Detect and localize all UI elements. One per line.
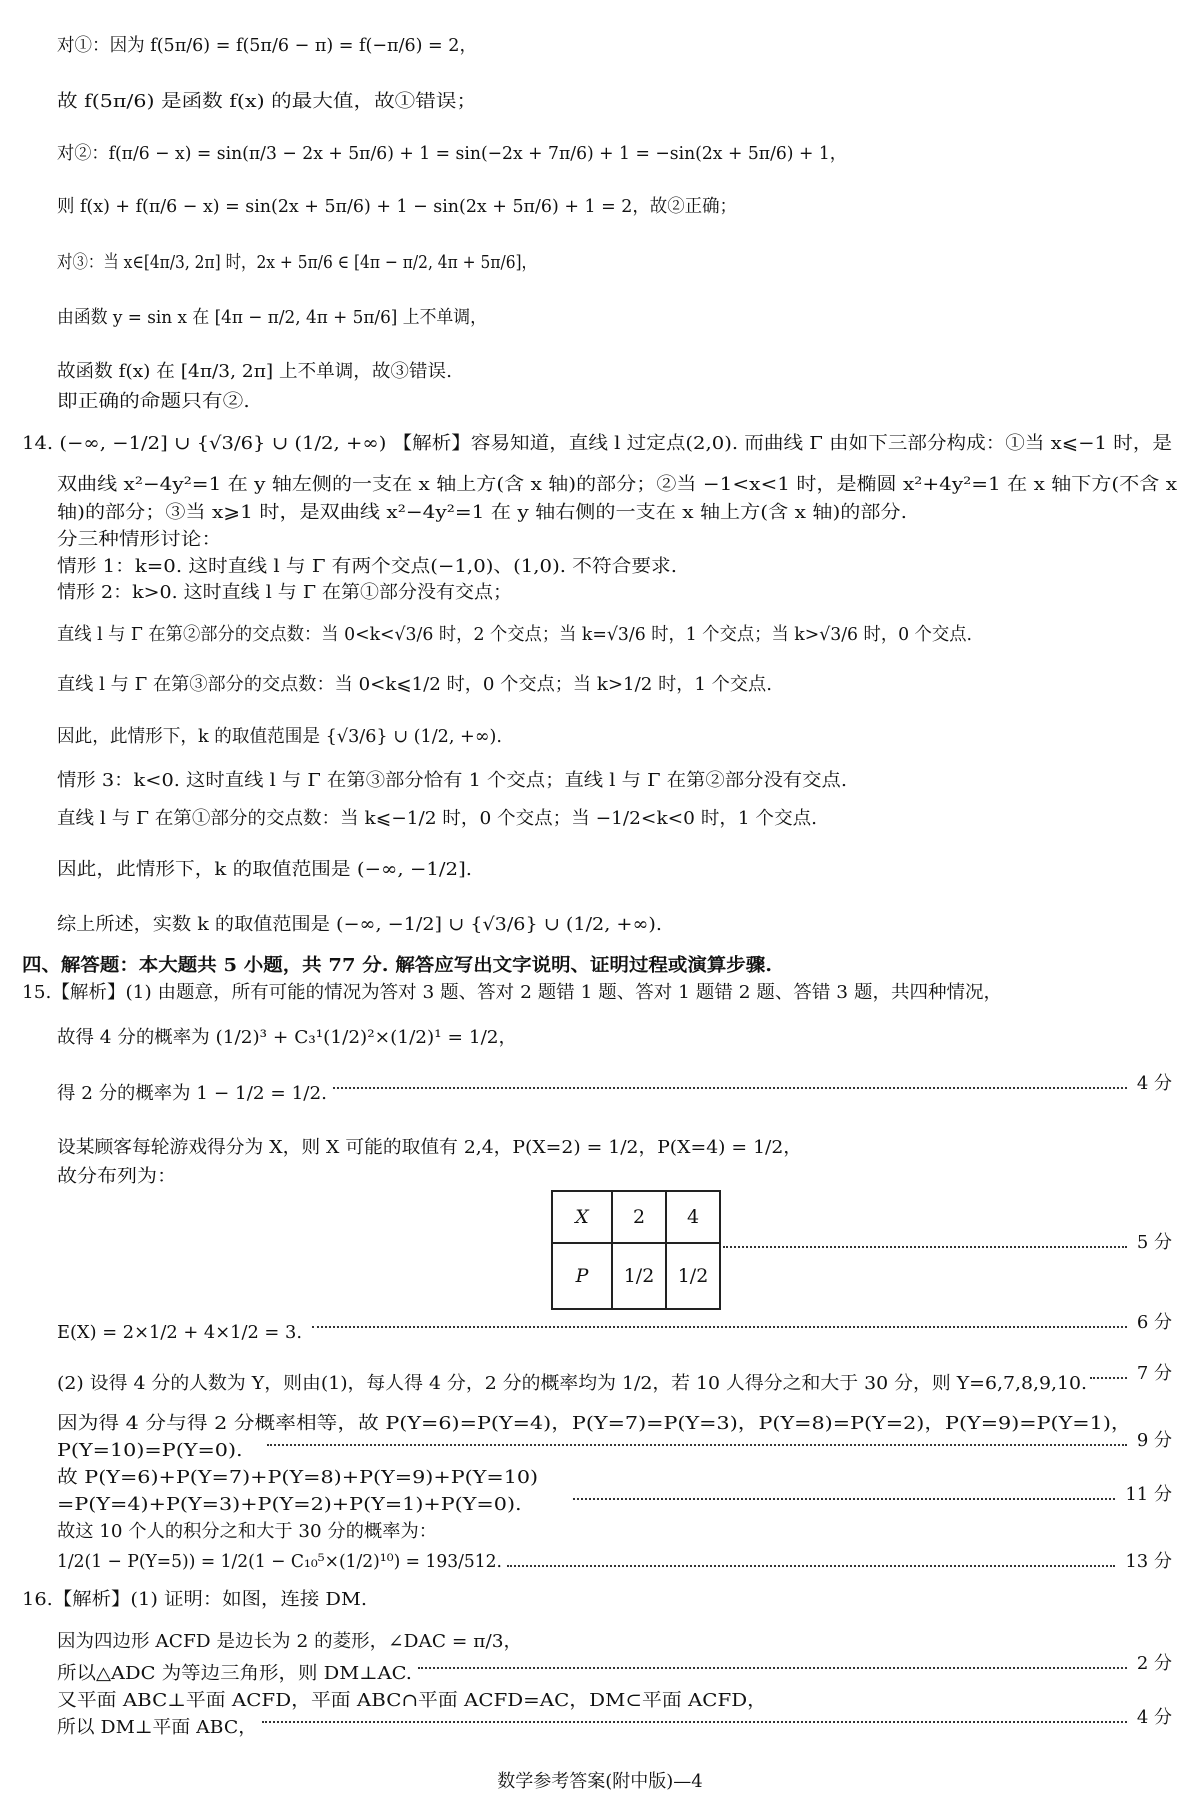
distribution-table (551, 1190, 721, 1310)
text-line-content: 设某顾客每轮游戏得分为 X，则 X 可能的取值有 2,4，P(X=2) = 1/2，P(X=4) = 1/2， (57, 1137, 802, 1158)
score-mark: 7 分 (1136, 1363, 1172, 1384)
text-line-content: 因此，此情形下，k 的取值范围是 (−∞, −1/2]. (57, 859, 472, 880)
text-line (57, 528, 222, 552)
score-mark: 9 分 (1136, 1430, 1172, 1451)
text-line (57, 581, 512, 605)
text-line (57, 390, 250, 414)
text-line (57, 1321, 305, 1345)
text-line-content: 则 f(x) + f(π/6 − x) = sin(2x + 5π/6) + 1 − sin(2x + 5π/6) + 1 = 2，故②正确； (57, 196, 737, 217)
text-line (57, 1493, 522, 1517)
dotted-leader (1090, 1377, 1127, 1379)
text-line (57, 360, 452, 384)
table-cell-p-value-2: 1/2 (666, 1243, 720, 1309)
text-line (57, 1412, 1132, 1436)
text-line (57, 1439, 243, 1463)
score-mark: 4 分 (1136, 1707, 1172, 1728)
score-mark: 11 分 (1125, 1484, 1172, 1505)
text-line (57, 555, 677, 579)
text-line-content: 故函数 f(x) 在 [4π/3, 2π] 上不单调，故③错误. (57, 361, 452, 382)
text-line (57, 1630, 522, 1654)
dotted-leader (573, 1498, 1115, 1500)
text-line (57, 1550, 525, 1574)
text-line-content: 四、解答题：本大题共 5 小题，共 77 分. 解答应写出文字说明、证明过程或演算步骤. (22, 955, 772, 976)
text-line (57, 306, 516, 330)
text-line (57, 90, 477, 114)
text-line (57, 1372, 1087, 1396)
text-line-content: 综上所述，实数 k 的取值范围是 (−∞, −1/2] ∪ {√3/6} ∪ (1/2, +∞). (57, 914, 662, 935)
text-line-content: 因此，此情形下，k 的取值范围是 {√3/6} ∪ (1/2, +∞). (57, 726, 502, 747)
text-line-content: 又平面 ABC⊥平面 ACFD，平面 ABC∩平面 ACFD=AC，DM⊂平面 ACFD， (57, 1690, 767, 1711)
text-line-content: 得 2 分的概率为 1 − 1/2 = 1/2. (57, 1083, 327, 1104)
text-line (57, 473, 1177, 497)
text-line-content: 情形 1：k=0. 这时直线 l 与 Γ 有两个交点(−1,0)、(1,0). 不符合要求. (57, 556, 677, 577)
text-line-content: 因为四边形 ACFD 是边长为 2 的菱形，∠DAC = π/3， (57, 1631, 522, 1652)
page-footer: 数学参考答案(附中版)—4 (497, 1771, 703, 1792)
distribution-header-row (552, 1191, 720, 1243)
text-line (57, 251, 616, 275)
text-line-content: 由函数 y = sin x 在 [4π − π/2, 4π + 5π/6] 上不单调， (57, 307, 487, 328)
score-mark: 5 分 (1136, 1232, 1172, 1253)
text-line (57, 623, 1010, 647)
text-line-content: 因为得 4 分与得 2 分概率相等，故 P(Y=6)=P(Y=4)，P(Y=7)=P(Y=3)，P(Y=8)=P(Y=2)，P(Y=9)=P(Y=1)， (57, 1413, 1132, 1434)
score-mark: 4 分 (1136, 1073, 1172, 1094)
text-line (57, 1165, 177, 1189)
score-mark: 13 分 (1125, 1551, 1172, 1572)
text-line (57, 1716, 257, 1740)
text-line (57, 142, 884, 166)
text-line-content: =P(Y=4)+P(Y=3)+P(Y=2)+P(Y=1)+P(Y=0). (57, 1494, 522, 1515)
text-line-content: 故得 4 分的概率为 (1/2)³ + C₃¹(1/2)²×(1/2)¹ = 1/2， (57, 1027, 517, 1048)
text-line-content: 故分布列为： (57, 1166, 177, 1187)
text-line (22, 954, 772, 978)
text-line (57, 1082, 327, 1106)
text-line (22, 981, 1002, 1005)
text-line (22, 1588, 367, 1612)
text-line-content: 直线 l 与 Γ 在第③部分的交点数：当 0<k⩽1/2 时，0 个交点；当 k>1/2 时，1 个交点. (57, 674, 772, 695)
text-line-content: 轴)的部分；③当 x⩾1 时，是双曲线 x²−4y²=1 在 y 轴右侧的一支在 x 轴上方(含 x 轴)的部分. (57, 502, 907, 523)
dotted-leader (507, 1565, 1115, 1567)
dotted-leader (333, 1087, 1127, 1089)
text-line-content: 分三种情形讨论： (57, 529, 222, 550)
text-line-content: 对①：因为 f(5π/6) = f(5π/6 − π) = f(−π/6) = 2， (57, 35, 477, 56)
text-line-content: 故 f(5π/6) 是函数 f(x) 的最大值，故①错误； (57, 91, 477, 112)
text-line-content: 直线 l 与 Γ 在第②部分的交点数：当 0<k<√3/6 时，2 个交点；当 k=√3/6 时，1 个交点；当 k>√3/6 时，0 个交点. (57, 624, 972, 645)
text-line-content: 双曲线 x²−4y²=1 在 y 轴左侧的一支在 x 轴上方(含 x 轴)的部分；②当 −1<x<1 时，是椭圆 x²+4y²=1 在 x 轴下方(不含 x (57, 474, 1177, 495)
text-line (57, 1520, 437, 1544)
text-line-content: 1/2(1 − P(Y=5)) = 1/2(1 − C₁₀⁵×(1/2)¹⁰) = 193/512. (57, 1551, 502, 1572)
text-line (57, 34, 488, 58)
text-line-content: 直线 l 与 Γ 在第①部分的交点数：当 k⩽−1/2 时，0 个交点；当 −1/2<k<0 时，1 个交点. (57, 808, 817, 829)
text-line-content: 对③：当 x∈[4π/3, 2π] 时，2x + 5π/6 ∈ [4π − π/2, 4π + 5π/6]， (57, 252, 537, 273)
text-line (57, 913, 662, 937)
text-line-content: 故 P(Y=6)+P(Y=7)+P(Y=8)+P(Y=9)+P(Y=10) (57, 1467, 539, 1488)
text-line-content: 所以 DM⊥平面 ABC， (57, 1717, 257, 1738)
text-line (57, 858, 472, 882)
text-line (57, 1026, 517, 1050)
table-cell-p: P (552, 1243, 612, 1309)
dotted-leader (312, 1326, 1127, 1328)
text-line-content: 故这 10 个人的积分之和大于 30 分的概率为： (57, 1521, 437, 1542)
text-line (57, 1466, 539, 1490)
table-cell-x: X (552, 1191, 612, 1243)
score-mark: 6 分 (1136, 1312, 1172, 1333)
text-line (22, 432, 1172, 456)
text-line-content: 16.【解析】(1) 证明：如图，连接 DM. (22, 1589, 367, 1610)
distribution-probability-row (552, 1243, 720, 1309)
table-cell-x-value-1: 2 (612, 1191, 666, 1243)
text-line (57, 1136, 802, 1160)
text-line (57, 1662, 412, 1686)
text-line-content: P(Y=10)=P(Y=0). (57, 1440, 243, 1461)
dotted-leader (418, 1667, 1127, 1669)
text-line-content: 情形 2：k>0. 这时直线 l 与 Γ 在第①部分没有交点； (57, 582, 512, 603)
text-line (57, 1689, 767, 1713)
text-line (57, 725, 511, 749)
dotted-leader (262, 1721, 1127, 1723)
table-cell-p-value-1: 1/2 (612, 1243, 666, 1309)
text-line-content: 所以△ADC 为等边三角形，则 DM⊥AC. (57, 1663, 412, 1684)
table-cell-x-value-2: 4 (666, 1191, 720, 1243)
text-line (57, 195, 759, 219)
text-line (57, 673, 772, 697)
score-mark: 2 分 (1136, 1653, 1172, 1674)
text-line-content: 即正确的命题只有②. (57, 391, 250, 412)
text-line-content: 情形 3：k<0. 这时直线 l 与 Γ 在第③部分恰有 1 个交点；直线 l 与 Γ 在第②部分没有交点. (57, 770, 847, 791)
dotted-leader (723, 1246, 1127, 1248)
text-line-content: 14. (−∞, −1/2] ∪ {√3/6} ∪ (1/2, +∞) 【解析】容易知道，直线 l 过定点(2,0). 而曲线 Γ 由如下三部分构成：①当 x⩽−1 时，是 (22, 433, 1172, 454)
text-line-content: 对②：f(π/6 − x) = sin(π/3 − 2x + 5π/6) + 1 = sin(−2x + 7π/6) + 1 = −sin(2x + 5π/6) + 1， (57, 143, 847, 164)
text-line (57, 769, 847, 793)
text-line (57, 807, 817, 831)
text-line-content: (2) 设得 4 分的人数为 Y，则由(1)，每人得 4 分，2 分的概率均为 1/2，若 10 人得分之和大于 30 分，则 Y=6,7,8,9,10. (57, 1373, 1087, 1394)
text-line-content: 15.【解析】(1) 由题意，所有可能的情况为答对 3 题、答对 2 题错 1 题、答对 1 题错 2 题、答错 3 题，共四种情况， (22, 982, 1002, 1003)
text-line (57, 501, 907, 525)
text-line-content: E(X) = 2×1/2 + 4×1/2 = 3. (57, 1322, 302, 1343)
dotted-leader (267, 1444, 1127, 1446)
